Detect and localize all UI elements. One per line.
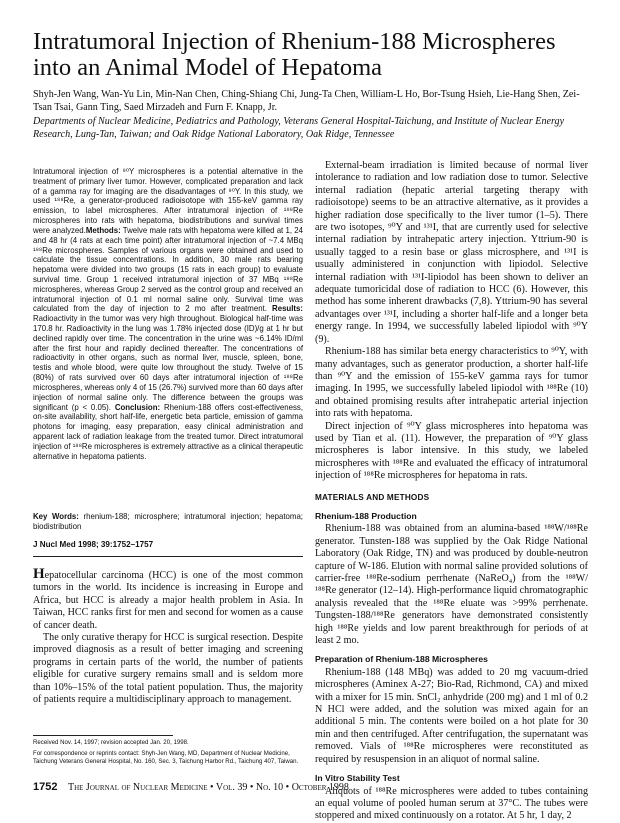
section-heading: MATERIALS AND METHODS <box>315 492 430 502</box>
results-label: Results: <box>272 304 303 314</box>
right-column <box>315 160 588 823</box>
citation: J Nucl Med 1998; 39:1752–1757 <box>33 540 154 549</box>
conclusion-label: Conclusion: <box>114 402 161 412</box>
journal-line: The Journal of Nuclear Medicine • Vol. 39 • No. 10 • October 1998 <box>67 782 349 793</box>
abstract <box>33 167 303 461</box>
introduction <box>33 568 303 706</box>
subsection-heading: Rhenium-188 Production <box>315 510 417 521</box>
author-list: Shyh-Jen Wang, Wan-Yu Lin, Min-Nan Chen, Ching-Shiang Chi, Jung-Ta Chen, William-L Ho, Bor-Tsung Hsieh, Lie-Hang Shen, Zei-Tsan Tsai, Gann Ting, Saed Mirzadeh and Furn F. Knapp, Jr. <box>33 89 580 113</box>
body-paragraph: External-beam irradiation is limited because of normal liver intolerance to radiation and low radiation dose to tumor. Selective internal radiation (hepatic arterial targeting therapy with radioisotope) seems to be an attractive alternative, as it provides a higher radiation dose specifically to the liver tumor (1–5). There are two isotopes, ⁹⁰Y and ¹³¹I, that are currently used for selective internal radiation by intrahepatic artery injection. Yttrium-90 is usually tagged to a resin base or glass microsphere, and ¹³¹I is usually administered in conjunction with lipiodol. Selective internal radiation with ¹³¹I-lipiodol has been shown to deliver an adequate tumoricidal dose of radiation to HCC (6). However, this method has some inherent drawbacks (7,8). Yttrium-90 has several advantages over ¹³¹I, including a shorter half-life and a longer beta energy range. In 1994, we successfully labeled lipiodol with ⁹⁰Y (9). <box>315 160 588 345</box>
page-footer <box>33 781 593 793</box>
abstract-methods: Twelve male rats with hepatoma were killed at 1, 24 and 48 hr (4 rats at each time point) after intratumoral injection of ~7.4 MBq ¹⁸⁸Re microspheres. Samples of various organs were obtained and used to calculate the tissue concentrations. In addition, 30 male rats bearing hepatoma were divided into two groups (15 rats in each group) to evaluate survival time. Group 1 received intratumoral injection of 37 MBq ¹⁸⁸Re microspheres, whereas Group 2 served as the control group and received an intratumoral injection of 0.1 ml normal saline only. Survival time was calculated from the day of injection to 2 mo after treatment. <box>33 225 303 314</box>
keywords-text: rhenium-188; microsphere; intratumoral injection; hepatoma; biodistribution <box>33 512 303 531</box>
article-title: Intratumoral Injection of Rhenium-188 Microspheres into an Animal Model of Hepatoma <box>33 28 556 81</box>
footnotes <box>33 739 303 768</box>
keywords <box>33 512 303 532</box>
abstract-divider <box>33 556 303 557</box>
footnote-divider <box>33 735 173 736</box>
abstract-intro: Intratumoral injection of ⁹⁰Y microspheres is a potential alternative in the treatment of primary liver tumor. However, complicated preparation and lack of a gamma ray for imaging are the disadvantages of ⁹⁰Y. In this study, we used ¹⁸⁸Re, a generator-produced radioisotope with 155-keV gamma ray emission, to label microspheres. After intratumoral injection of ¹⁸⁸Re microspheres into rats with hepatoma, biodistributions and survival times were analyzed. <box>33 167 303 235</box>
intro-paragraph-1: Hepatocellular carcinoma (HCC) is one of the most common tumors in the world. Its incidence is increasing in Europe and Africa, but HCC is already a major health problem in Asia. In Taiwan, HCC ranks first for men and second for women as a cause of cancer death. <box>33 566 303 631</box>
keywords-label: Key Words: <box>33 512 79 521</box>
page-number: 1752 <box>33 781 58 793</box>
body-paragraph: Rhenium-188 was obtained from an alumina-based ¹⁸⁸W/¹⁸⁸Re generator. Tunsten-188 was supplied by the Oak Ridge National Laboratory (Oak Ridge, TN) and was produced by double-neutron capture of W-186. Elution with normal saline provided solutions of carrier-free ¹⁸⁸Re-sodium perrhenate (NaReO₄) from the ¹⁸⁸W/¹⁸⁸Re generator (12–14). High-performance liquid chromatographic analysis revealed that the ¹⁸⁸Re eluate was >99% perrhenate. Tungsten-188/¹⁸⁸Re generators have demonstrated consistently high ¹⁸⁸Re yields and low parent breakthrough for periods of at least 2 mo. <box>315 523 588 647</box>
subsection-heading: Preparation of Rhenium-188 Microspheres <box>315 654 488 665</box>
methods-label: Methods: <box>85 225 121 235</box>
abstract-results: Radioactivity in the tumor was very high throughout. Biological half-time was 170.8 hr. Radioactivity in the lung was 1.78% injected dose (ID)/g at 1 hr but declined rapidly over time. The concentration in the urine was ~6.14% ID/ml after the first hour and rapidly declined thereafter. The concentrations of radioactivity in other organs, such as normal liver, muscle, spleen, bone, testis and whole blood, were quite low throughout the study. Twelve of 15 (80%) of rats survived over 60 days after intratumoral injection of ¹⁸⁸Re microspheres, whereas only 4 of 15 (26.7%) survived more than 60 days after injection of normal saline only. The difference between the groups was significant (p < 0.05). <box>33 314 303 412</box>
intro-paragraph-2: The only curative therapy for HCC is surgical resection. Despite improved diagnosis as a result of better imaging and screening programs in certain parts of the world, the number of patients eligible for curative surgery remains small and is seldom more than 10%–15% of the total patient population. Thus, the majority of patients require a multidisciplinary approach to management. <box>33 632 303 706</box>
received-note: Received Nov. 14, 1997; revision accepted Jan. 20, 1998. <box>33 739 189 746</box>
correspondence-note: For correspondence or reprints contact: Shyh-Jen Wang, MD, Department of Nuclear Medicine, Taichung Veterans General Hospital, No. 160, Sec. 3, Taichung Harbor Rd., Taichung 407, Taiwan. <box>33 749 299 765</box>
affiliation: Departments of Nuclear Medicine, Pediatrics and Pathology, Veterans General Hospital-Taichung, and Institute of Nuclear Energy Research, Lung-Tan, Taiwan; and Oak Ridge National Laboratory, Oak Ridge, Tennessee <box>33 116 565 140</box>
body-paragraph: Aliquots of ¹⁸⁸Re microspheres were added to tubes containing an equal volume of pooled human serum at 37°C. The tubes were stoppered and mixed continuously on a rotator. At 5 hr, 1 day, 2 <box>315 785 588 822</box>
subsection-heading: In Vitro Stability Test <box>315 773 400 784</box>
body-paragraph: Rhenium-188 (148 MBq) was added to 20 mg vacuum-dried microspheres (Aminex A-27; Bio-Rad, Richmond, CA) and mixed with a mixer for 15 min. SnCl₂ anhydride (200 mg) and 1 ml of 0.2 N HCl were added, and the solution was mixed again for an additional 5 min. The contents were boiled on a hot plate for 30 min and then centrifuged. After centrifugation, the supernatant was removed. Vials of ¹⁸⁸Re microspheres were reconstituted as required by resuspension in an aliquot of normal saline. <box>315 666 588 765</box>
drop-cap: H <box>33 566 45 582</box>
abstract-conclusion: Rhenium-188 offers cost-effectiveness, on-site availability, short half-life, energetic beta particle, emission of gamma photons for imaging, easy preparation, easy clinical administration and apparent lack of radiation leakage from the treated tumor. Direct intratumoral injection of ¹⁸⁸Re microspheres is extremely attractive as a clinical therapeutic alternative in hepatoma patients. <box>33 402 303 461</box>
body-paragraph: Rhenium-188 has similar beta energy characteristics to ⁹⁰Y, with many advantages, such as generator production, a shorter half-life than ⁹⁰Y and the emission of 155-keV gamma rays for tumor imaging. In 1995, we successfully labeled lipiodol with ¹⁸⁸Re (10) and obtained promising results after intrahepatic arterial injection into rats with hepatoma. <box>315 346 588 420</box>
body-paragraph: Direct injection of ⁹⁰Y glass microspheres into hepatoma was used by Tian et al. (11). However, the preparation of ⁹⁰Y glass microspheres is labor intensive. In this study, we labeled microspheres with ¹⁸⁸Re and evaluated the efficacy of intratumoral injection of ¹⁸⁸Re microspheres for hepatoma in rats. <box>315 420 588 482</box>
